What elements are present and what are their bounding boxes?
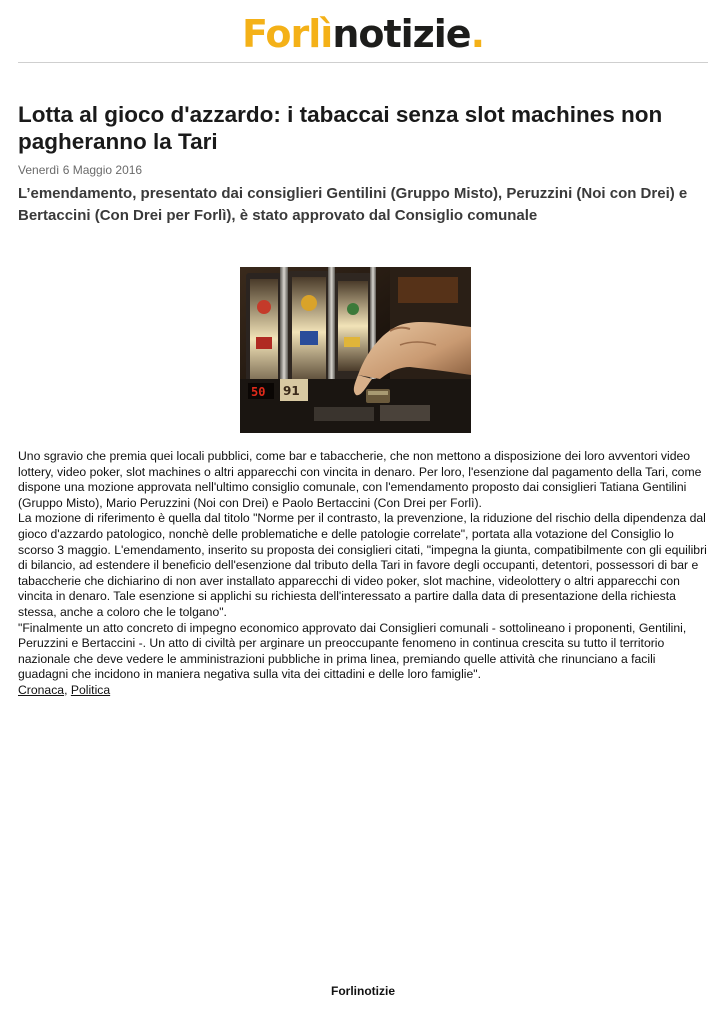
article-paragraph-1: Uno sgravio che premia quei locali pubblici, come bar e tabaccherie, che non mettono a disposizione dei loro avventori video lottery, video poker, slot machines o altri apparecchi con vincita in denaro. Per loro, l'esenzione dal pagamento della Tari, come dispone una mozione approvata nell'ultimo consiglio comunale, con l'emendamento proposto dai consiglieri Tatiana Gentilini (Gruppo Misto), Mario Peruzzini (Noi con Drei) e Paolo Bertaccini (Con Drei per Forlì). (18, 449, 702, 510)
article-date: Venerdì 6 Maggio 2016 (18, 163, 143, 177)
reel-label-91: 91 (283, 384, 300, 398)
header-divider (18, 62, 708, 63)
site-logo[interactable] (242, 8, 484, 60)
article-paragraph-2: La mozione di riferimento è quella dal titolo "Norme per il contrasto, la prevenzione, la riduzione del rischio della dipendenza dal gioco d'azzardo patologico, nonchè delle problematiche e delle patologie correlate", portata alla votazione del Consiglio lo scorso 3 maggio. L'emendamento, inserito su proposta dei consiglieri citati, "impegna la giunta, compatibilmente con gli equilibri di bilancio, ad estendere il beneficio dell'esenzione dal tributo della Tari in favore degli occupanti, detentori, possessori di bar e tabaccherie che dichiarino di non aver installato apparecchi di video poker, slot machine, videolottery o altri apparecchi con vincita in denaro. Tale esenzione si applichi su richiesta dell'interessato a partire dalla data di presentazione della richiesta stessa, anche a coloro che le tolgano". (18, 511, 707, 619)
logo-text-notizie: notizie (332, 12, 471, 56)
article-tags (18, 683, 708, 699)
slot-machine-photo-icon (240, 267, 471, 433)
tag-link-cronaca[interactable]: Cronaca (18, 682, 65, 697)
logo-text-forli: Forlì (241, 12, 333, 56)
article-body (18, 449, 708, 699)
page-footer: Forlinotizie (331, 984, 395, 998)
article-paragraph-3: "Finalmente un atto concreto di impegno economico approvato dai Consiglieri comunali - sottolineano i proponenti, Gentilini, Peruzzini e Bertaccini -. Un atto di civiltà per arginare un preoccupante fenomeno in continua crescita su tutto il territorio nazionale che deve vedere le amministrazioni pubbliche in prima linea, premiando quelle attività che rinunciano a facili guadagni che incidono in maniera negativa sulla vita dei cittadini e delle loro famiglie". (18, 620, 687, 682)
tag-separator: , (64, 682, 71, 697)
tag-link-politica[interactable]: Politica (70, 682, 111, 697)
logo-dot: . (470, 12, 485, 56)
article-title: Lotta al gioco d'azzardo: i tabaccai senza slot machines non pagheranno la Tari (18, 102, 663, 154)
reel-label-50: 50 (251, 385, 266, 399)
page (18, 0, 708, 1024)
article-subtitle: L’emendamento, presentato dai consiglieri Gentilini (Gruppo Misto), Peruzzini (Noi con Drei) e Bertaccini (Con Drei per Forlì), è stato approvato dal Consiglio comunale (18, 185, 688, 224)
site-header (18, 8, 708, 60)
article-image (240, 267, 471, 433)
